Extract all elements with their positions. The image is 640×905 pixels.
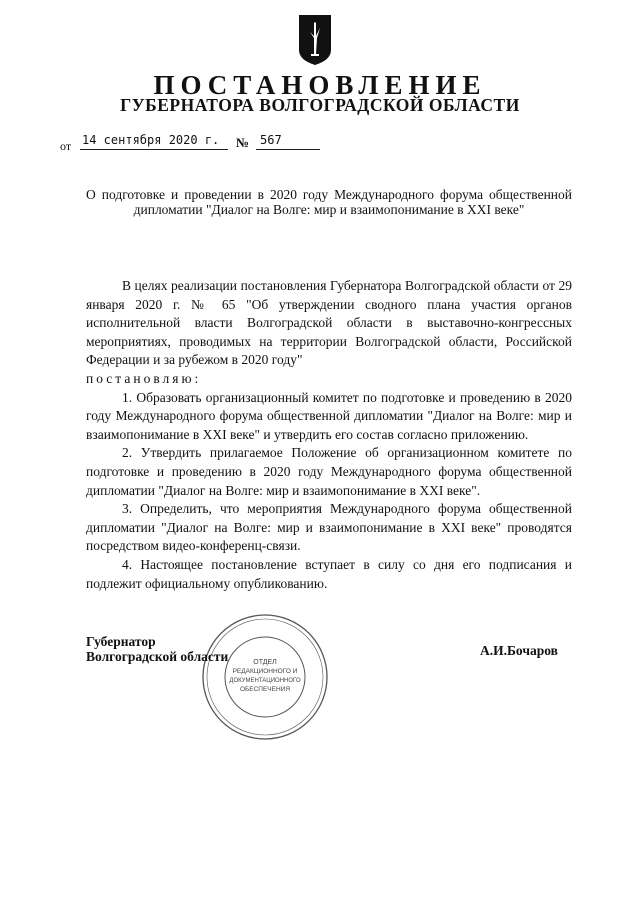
preamble-paragraph: В целях реализации постановления Губернатора Волгоградской области от 29 января 2020 г. № 65 "Об утверждении сводного плана участия органов исполнительной власти Волгоградской области в выставочно-конгрессных мероприятиях, проводимых на территории Волгоградской области, Российской Федерации и за рубежом в 2020 году": [86, 278, 572, 368]
official-seal-stamp: [200, 612, 330, 742]
decree-word: постановляю:: [86, 370, 202, 386]
body-item-2: 2. Утвердить прилагаемое Положение об организационном комитете по подготовке и проведению в 2020 году Международного форума общественной дипломатии "Диалог на Волге: мир и взаимопонимание в XXI веке".: [86, 445, 572, 498]
body-item-1: 1. Образовать организационный комитет по подготовке и проведению в 2020 году Международного форума общественной дипломатии "Диалог на Волге: мир и взаимопонимание в XXI веке" и утвердить его состав согласно приложению.: [86, 389, 572, 442]
document-subject: О подготовке и проведении в 2020 году Международного форума общественной дипломатии "Диалог на Волге: мир и взаимопонимание в XXI веке": [86, 187, 572, 217]
seal-inner-line-1: ОТДЕЛ: [253, 659, 277, 666]
body-item-4: 4. Настоящее постановление вступает в силу со дня его подписания и подлежит официальному опубликованию.: [86, 556, 572, 591]
document-title: ПОСТАНОВЛЕНИЕ: [153, 70, 487, 100]
seal-inner-line-3: ДОКУМЕНТАЦИОННОГО: [229, 678, 301, 684]
signatory-name: А.И.Бочаров: [480, 643, 558, 658]
signatory-position: [86, 634, 228, 664]
seal-inner-line-4: ОБЕСПЕЧЕНИЯ: [239, 686, 291, 693]
body-item-3: 3. Определить, что мероприятия Международного форума общественной дипломатии "Диалог на Волге: мир и взаимопонимание в XXI веке" проводятся посредством видео-конференц-связи.: [86, 501, 572, 554]
signatory-position-line-1: Губернатор: [86, 634, 156, 649]
document-subtitle: ГУБЕРНАТОРА ВОЛГОГРАДСКОЙ ОБЛАСТИ: [120, 95, 520, 115]
coat-of-arms-emblem: [298, 14, 332, 66]
seal-inner-line-2: РЕДАКЦИОННОГО И: [232, 668, 298, 675]
document-body: [86, 277, 572, 593]
date-prefix: от: [60, 139, 72, 153]
document-date: 14 сентября 2020 г.: [80, 133, 228, 150]
signatory-position-line-2: Волгоградской области: [86, 649, 229, 664]
number-sign: №: [236, 135, 250, 150]
document-number: 567: [256, 133, 320, 150]
